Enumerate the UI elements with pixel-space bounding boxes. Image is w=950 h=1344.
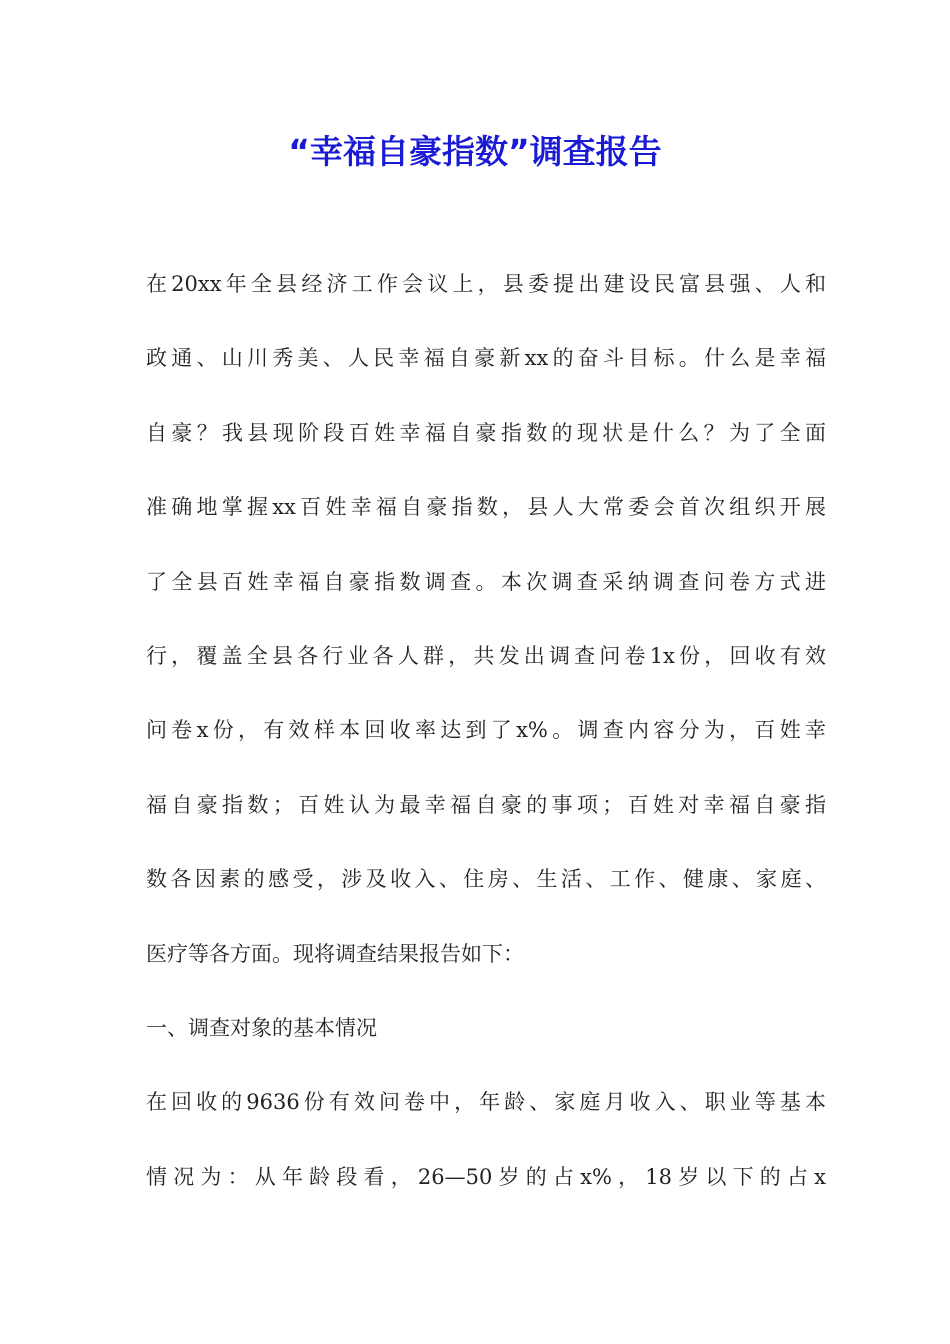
body-line: 福自豪指数；百姓认为最幸福自豪的事项；百姓对幸福自豪指 [146, 792, 826, 817]
document-title: “幸福自豪指数”调查报告 [288, 132, 662, 171]
body-line: 了全县百姓幸福自豪指数调查。本次调查采纳调查问卷方式进 [146, 569, 826, 594]
body-line: 数各因素的感受，涉及收入、住房、生活、工作、健康、家庭、 [146, 867, 826, 892]
body-line: 准确地掌握xx百姓幸福自豪指数，县人大常委会首次组织开展 [146, 495, 826, 520]
body-line: 在20xx年全县经济工作会议上，县委提出建设民富县强、人和 [146, 272, 826, 296]
body-line: 医疗等各方面。现将调查结果报告如下： [146, 941, 524, 966]
body-line: 在回收的9636份有效问卷中，年龄、家庭月收入、职业等基本 [146, 1090, 826, 1115]
document-body [146, 264, 826, 1231]
body-line: 政通、山川秀美、人民幸福自豪新xx的奋斗目标。什么是幸福 [146, 346, 826, 371]
body-line: 自豪？我县现阶段百姓幸福自豪指数的现状是什么？为了全面 [146, 420, 826, 445]
body-line: 问卷x份，有效样本回收率达到了x%。调查内容分为，百姓幸 [146, 718, 826, 743]
body-line: 情况为：从年龄段看，26—50岁的占x%，18岁以下的占x [146, 1164, 826, 1189]
section-heading: 一、调查对象的基本情况 [146, 1015, 377, 1040]
body-line: 行，覆盖全县各行业各人群，共发出调查问卷1x份，回收有效 [146, 643, 826, 668]
